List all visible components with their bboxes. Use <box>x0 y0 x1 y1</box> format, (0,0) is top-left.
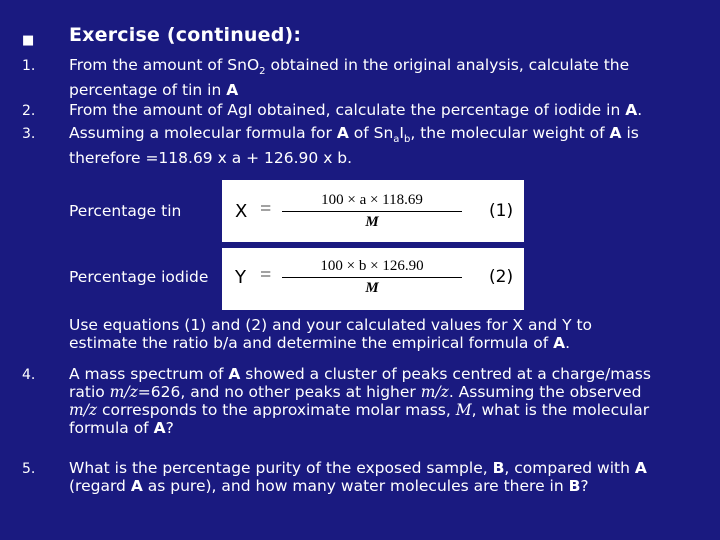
item-3-number: 3. <box>22 126 36 142</box>
item-2-number: 2. <box>22 103 36 119</box>
eq1-label: Percentage tin <box>69 202 182 220</box>
eq2-label: Percentage iodide <box>69 268 209 286</box>
item-1-number: 1. <box>22 58 36 74</box>
eq1-fraction <box>282 192 462 231</box>
item-3-text: Assuming a molecular formula for A of $Sn_aI_b$, the molecular weight of A is therefore =118.69 x a + 126.90 x b. <box>69 124 639 168</box>
item-1-text: From the amount of SnO$_2$ obtained in the original analysis, calculate the percentage of tin in A <box>69 56 630 100</box>
eq1-variable: X <box>235 201 248 222</box>
item-4-text: A mass spectrum of A showed a cluster of peaks centred at a charge/mass ratio m/z=626, and no other peaks at higher m/z. Assuming the observed m/z corresponds to the approximate molar mass, M, what is the molecular formula of A? <box>69 365 651 437</box>
item-5-number: 5. <box>22 461 36 477</box>
eq1-numerator: 100 × a × 118.69 <box>321 192 423 208</box>
equation-1-box <box>222 180 524 242</box>
item-2-text: From the amount of AgI obtained, calculate the percentage of iodide in A. <box>69 101 643 119</box>
equation-2-box <box>222 248 524 310</box>
item-5-text: What is the percentage purity of the exposed sample, B, compared with A (regard A as pure), and how many water molecules are there in B? <box>69 459 647 495</box>
slide-title: Exercise (continued): <box>69 24 302 46</box>
title-bullet: ■ <box>22 33 35 48</box>
eq2-numerator: 100 × b × 126.90 <box>320 258 424 274</box>
eq2-denominator: M <box>365 280 379 296</box>
eq2-fraction <box>282 258 462 297</box>
eq1-denominator: M <box>365 214 379 230</box>
eq1-number: (1) <box>489 201 514 221</box>
use-paragraph: Use equations (1) and (2) and your calculated values for X and Y to estimate the ratio b/a and determine the empirical formula of A. <box>69 316 593 352</box>
eq2-variable: Y <box>235 267 246 288</box>
eq2-equals: = <box>260 264 272 286</box>
item-4-number: 4. <box>22 367 36 383</box>
eq2-number: (2) <box>489 267 514 287</box>
eq1-equals: = <box>260 198 272 220</box>
